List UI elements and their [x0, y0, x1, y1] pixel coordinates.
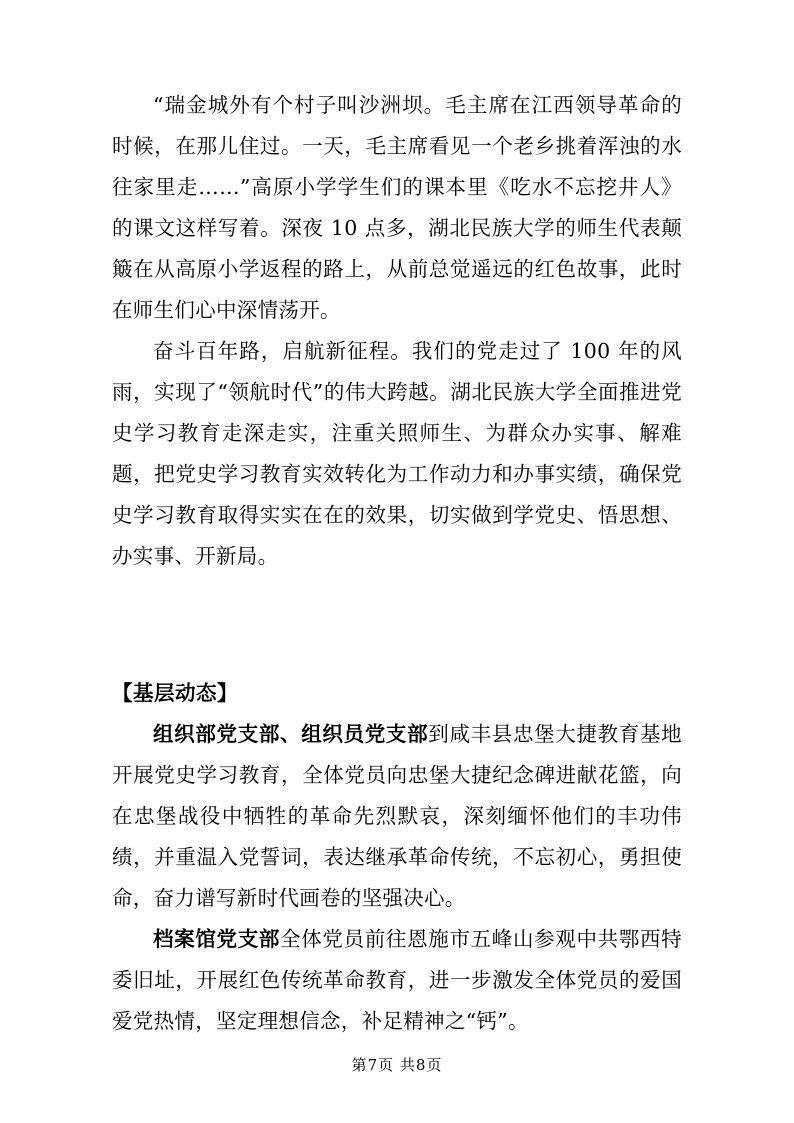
footer-suffix: 页	[426, 1056, 443, 1074]
section-paragraph-1-rest: 到咸丰县忠堡大捷教育基地开展党史学习教育，全体党员向忠堡大捷纪念碑进献花篮，向在忠堡战役中牺牲的革命先烈默哀，深刻缅怀他们的丰功伟绩，并重温入党誓词，表达继承革命传统，不忘初心，勇担使命，奋力谱写新时代画卷的坚强决心。	[112, 722, 682, 910]
section-paragraph-1-lead: 组织部党支部、组织员党支部	[153, 722, 429, 746]
page-footer	[0, 1054, 794, 1075]
footer-current-page: 7	[367, 1056, 379, 1074]
footer-middle: 页 共	[378, 1056, 416, 1074]
section-paragraph-2-lead: 档案馆党支部	[153, 927, 281, 951]
paragraph-2: 奋斗百年路，启航新征程。我们的党走过了 100 年的风雨，实现了“领航时代”的伟大跨越。湖北民族大学全面推进党史学习教育走深走实，注重关照师生、为群众办实事、解难题，把党史学习教育实效转化为工作动力和办事实绩，确保党史学习教育取得实实在在的效果，切实做到学党史、悟思想、办实事、开新局。	[112, 339, 682, 568]
document-body	[112, 85, 682, 1042]
section-heading: 【基层动态】	[112, 681, 238, 705]
section-paragraph-2	[112, 919, 682, 1042]
paragraph-1: “瑞金城外有个村子叫沙洲坝。毛主席在江西领导革命的时候，在那儿住过。一天，毛主席看见一个老乡挑着浑浊的水往家里走……”高原小学学生们的课本里《吃水不忘挖井人》的课文这样写着。深夜 10 点多，湖北民族大学的师生代表颠簸在从高原小学返程的路上，从前总觉遥远的红色故事，此时在师生们心中深情荡开。	[112, 93, 682, 322]
section-spacer	[112, 577, 682, 629]
footer-total-pages: 8	[415, 1056, 427, 1074]
footer-prefix: 第	[351, 1056, 368, 1074]
section-paragraph-1	[112, 714, 682, 919]
section-paragraph-2-rest: 全体党员前往恩施市五峰山参观中共鄂西特委旧址，开展红色传统革命教育，进一步激发全体党员的爱国爱党热情，坚定理想信念，补足精神之“钙”。	[112, 927, 682, 1033]
